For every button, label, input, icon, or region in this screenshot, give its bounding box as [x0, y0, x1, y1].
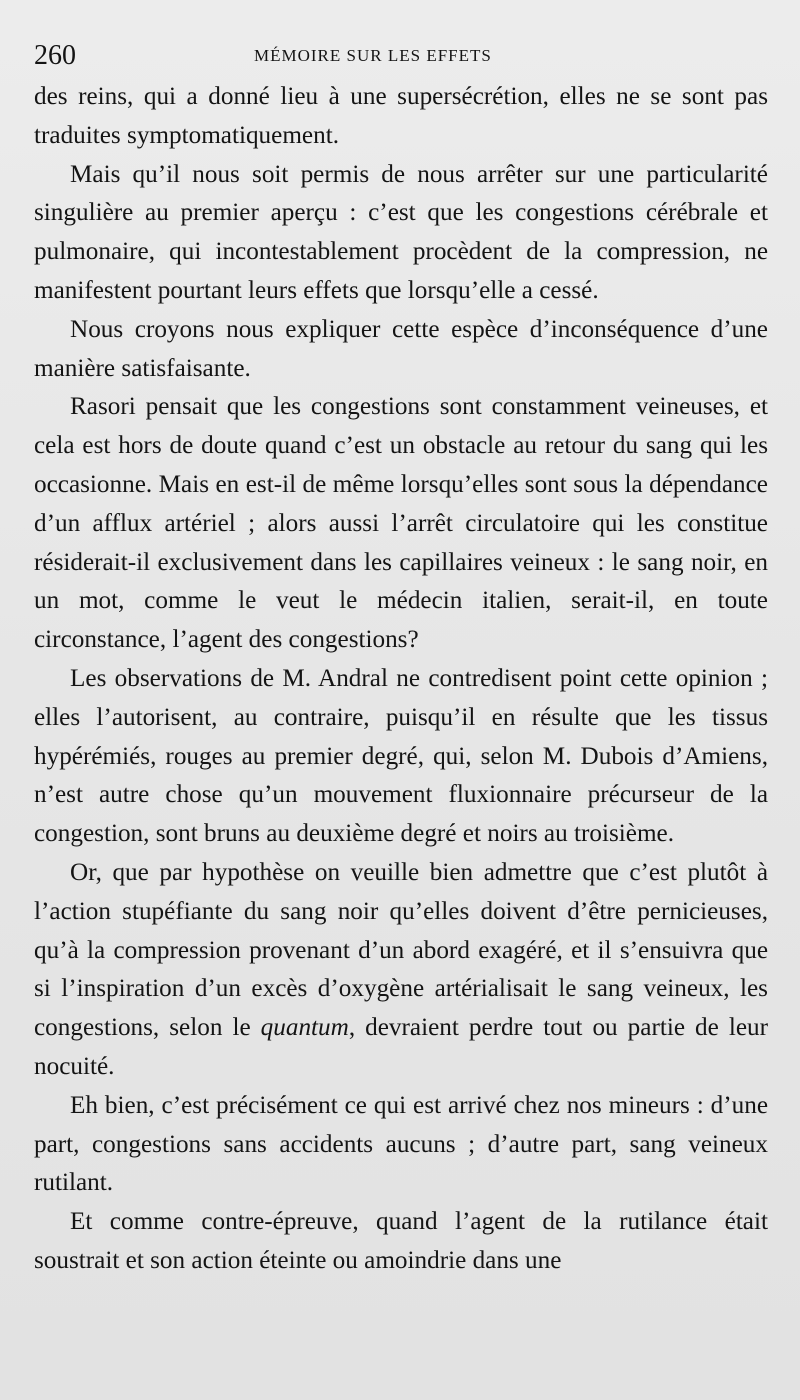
italic-word-quantum: quantum: [260, 1014, 349, 1042]
body-text: [34, 78, 768, 1281]
paragraph-4: Rasori pensait que les congestions sont constamment veineuses, et cela est hors de doute quand c’est un obstacle au retour du sang qui les occasionne. Mais en est-il de même lorsqu’elles sont sous la dépendance d’un afflux artériel ; alors aussi l’arrêt circulatoire qui les constitue résiderait-il exclusivement dans les capillaires veineux : le sang noir, en un mot, comme le veut le médecin italien, serait-il, en toute circonstance, l’agent des congestions?: [34, 393, 768, 654]
paragraph-6-text-after: , devraient perdre tout ou partie de leur nocuité.: [34, 1014, 768, 1080]
paragraph-8: Et comme contre-épreuve, quand l’agent de la rutilance était soustrait et son action éteinte ou amoindrie dans une: [34, 1208, 768, 1274]
page-number: 260: [34, 40, 76, 71]
paragraph-6-text-before: Or, que par hypothèse on veuille bien admettre que c’est plutôt à l’action stupéfiante du sang noir qu’elles doivent d’être pernicieuses, qu’à la compression provenant d’un abord exagéré, et il s’ensuivra que si l’inspiration d’un excès d’oxygène artérialisait le sang veineux, les congestions, selon le: [34, 858, 768, 1042]
page-header: [34, 36, 764, 76]
paragraph-1: des reins, qui a donné lieu à une supersécrétion, elles ne se sont pas traduites symptomatiquement.: [34, 83, 768, 149]
paragraph-5: Les observations de M. Andral ne contredisent point cette opinion ; elles l’autorisent, au contraire, puisqu’il en résulte que les tissus hypérémiés, rouges au premier degré, qui, selon M. Dubois d’Amiens, n’est autre chose qu’un mouvement fluxionnaire précurseur de la congestion, sont bruns au deuxième degré et noirs au troisième.: [34, 664, 768, 848]
paragraph-3: Nous croyons nous expliquer cette espèce d’inconséquence d’une manière satisfaisante.: [34, 315, 768, 382]
paragraph-6: [34, 854, 768, 1087]
paragraph-2: Mais qu’il nous soit permis de nous arrêter sur une particularité singulière au premier aperçu : c’est que les congestions cérébrale et pulmonaire, qui incontestablement procèdent de la compression, ne manifestent pourtant leurs effets que lorsqu’elle a cessé.: [34, 160, 768, 304]
running-head: MÉMOIRE SUR LES EFFETS: [254, 46, 492, 65]
paragraph-7: Eh bien, c’est précisément ce qui est arrivé chez nos mineurs : d’une part, congestions sans accidents aucuns ; d’autre part, sang veineux rutilant.: [34, 1091, 768, 1197]
